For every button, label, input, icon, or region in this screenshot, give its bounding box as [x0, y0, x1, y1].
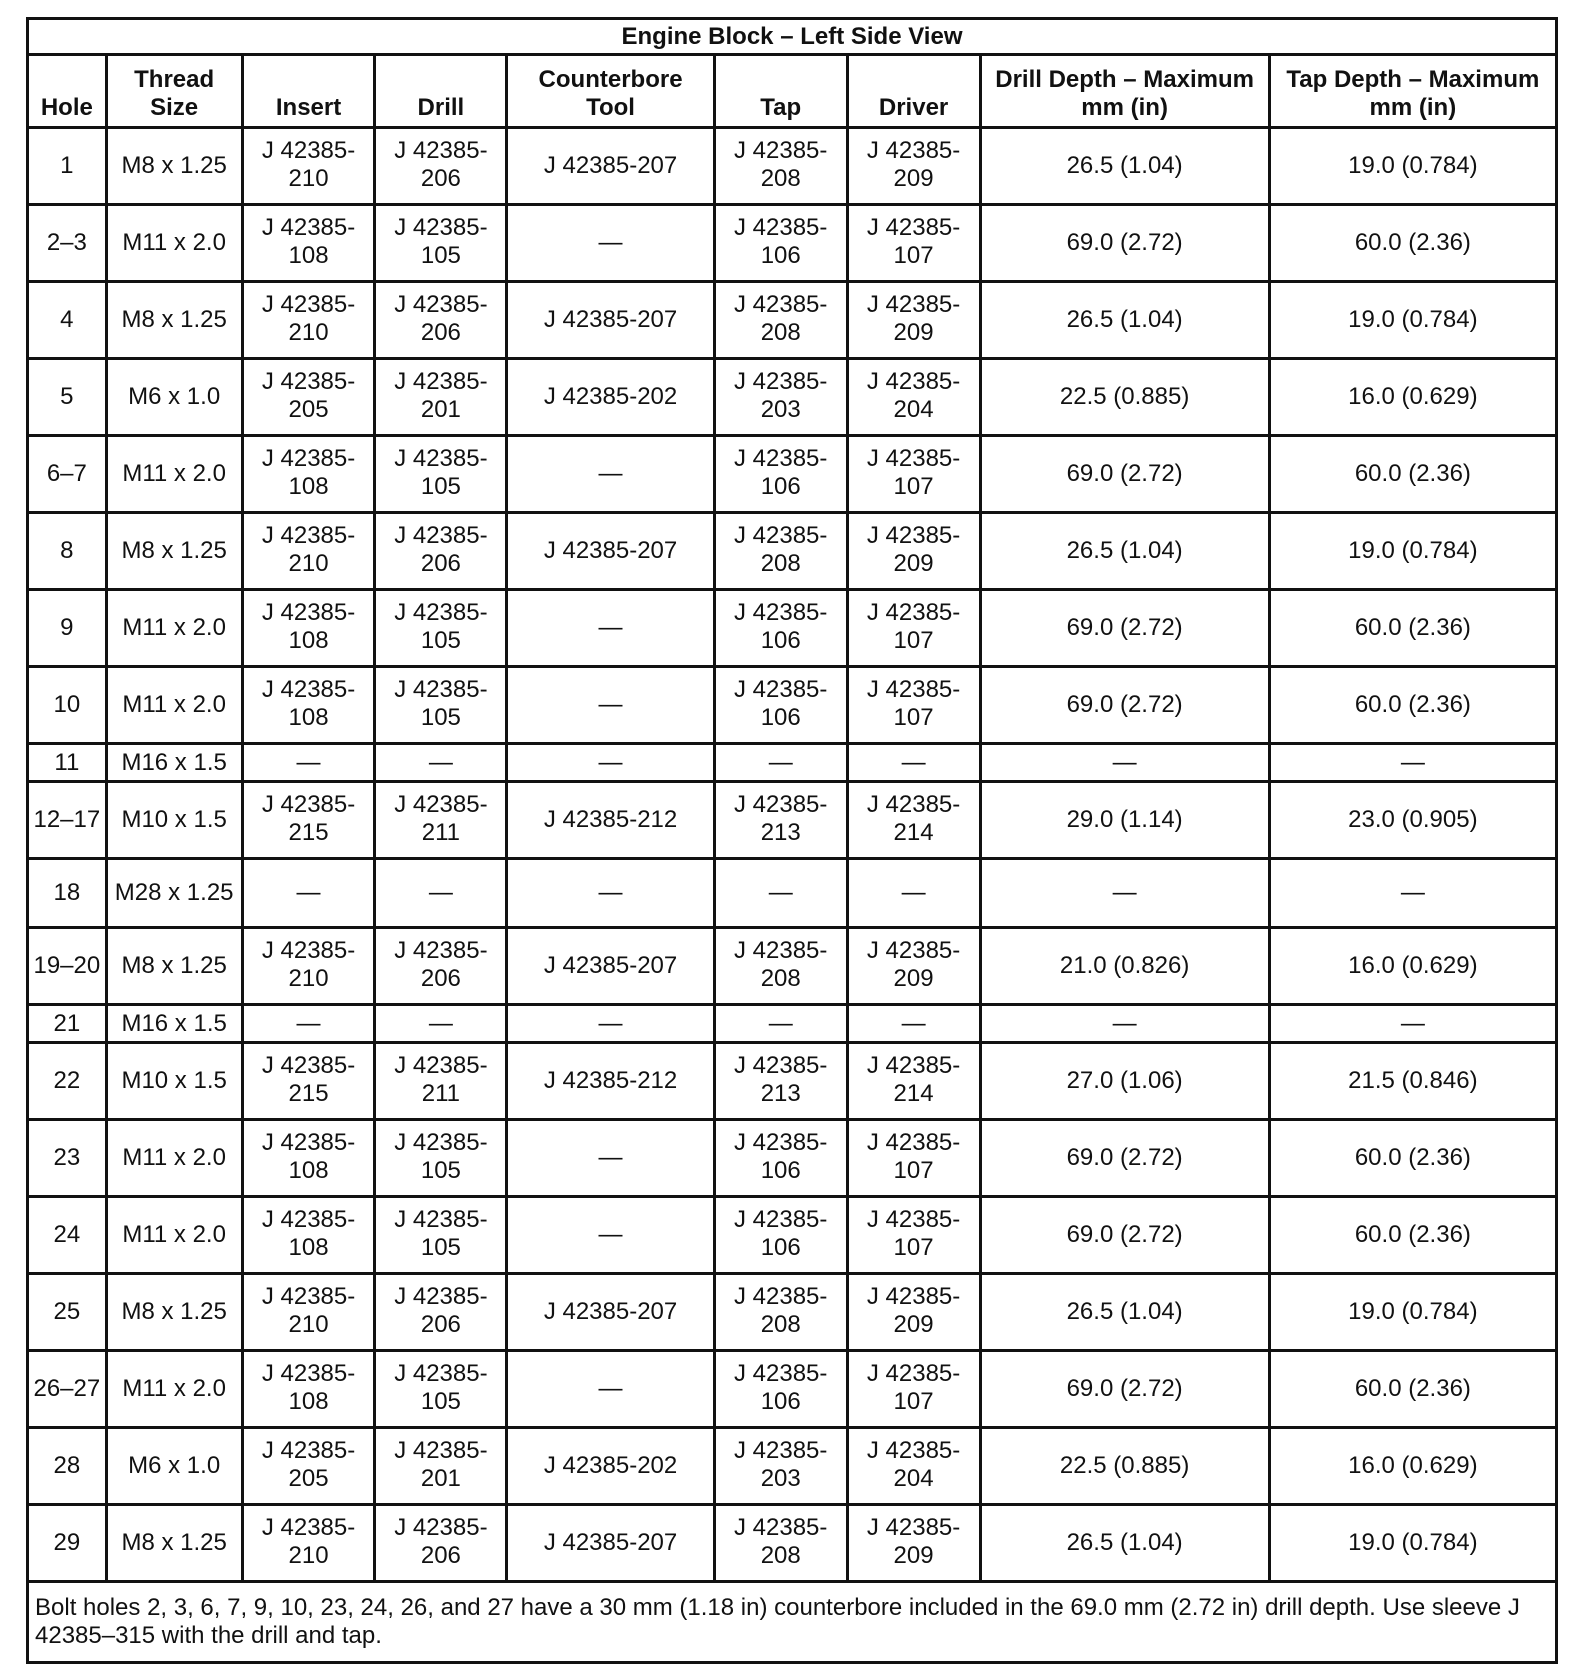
table-cell: 11: [28, 744, 107, 782]
table-cell: —: [242, 744, 375, 782]
table-cell: 29: [28, 1505, 107, 1582]
table-cell: —: [507, 744, 714, 782]
table-cell: 25: [28, 1274, 107, 1351]
column-header: Tap Depth – Maximum mm (in): [1269, 55, 1556, 128]
document-page: [26, 17, 1558, 1664]
column-header: Driver: [847, 55, 980, 128]
table-cell: M28 x 1.25: [106, 859, 242, 928]
table-cell: J 42385-208: [714, 928, 847, 1005]
table-cell: J 42385-202: [507, 1428, 714, 1505]
column-header: Tap: [714, 55, 847, 128]
table-cell: —: [714, 859, 847, 928]
table-cell: —: [714, 744, 847, 782]
table-cell: J 42385-107: [847, 436, 980, 513]
table-row: [28, 859, 1557, 928]
table-cell: M8 x 1.25: [106, 1505, 242, 1582]
table-row: [28, 667, 1557, 744]
table-cell: J 42385-214: [847, 1043, 980, 1120]
table-cell: J 42385-207: [507, 128, 714, 205]
table-row: [28, 1197, 1557, 1274]
table-cell: J 42385-107: [847, 590, 980, 667]
table-cell: J 42385-209: [847, 928, 980, 1005]
table-cell: J 42385-106: [714, 1197, 847, 1274]
table-cell: J 42385-210: [242, 128, 375, 205]
table-cell: 26.5 (1.04): [980, 1505, 1269, 1582]
table-cell: J 42385-214: [847, 782, 980, 859]
table-cell: 26.5 (1.04): [980, 282, 1269, 359]
table-cell: 6–7: [28, 436, 107, 513]
table-cell: 22: [28, 1043, 107, 1120]
table-cell: J 42385-105: [375, 436, 507, 513]
table-cell: 22.5 (0.885): [980, 359, 1269, 436]
column-header: Thread Size: [106, 55, 242, 128]
table-cell: 23.0 (0.905): [1269, 782, 1556, 859]
table-cell: J 42385-108: [242, 1351, 375, 1428]
table-cell: —: [847, 1005, 980, 1043]
table-cell: —: [847, 744, 980, 782]
table-cell: J 42385-107: [847, 1197, 980, 1274]
table-cell: 21: [28, 1005, 107, 1043]
table-cell: J 42385-204: [847, 359, 980, 436]
table-cell: 12–17: [28, 782, 107, 859]
table-cell: J 42385-201: [375, 1428, 507, 1505]
table-cell: —: [507, 859, 714, 928]
table-cell: J 42385-106: [714, 590, 847, 667]
table-cell: —: [242, 859, 375, 928]
table-cell: 69.0 (2.72): [980, 1351, 1269, 1428]
table-cell: M8 x 1.25: [106, 1274, 242, 1351]
table-cell: 19.0 (0.784): [1269, 1274, 1556, 1351]
table-cell: —: [375, 859, 507, 928]
table-cell: J 42385-210: [242, 1274, 375, 1351]
table-cell: J 42385-105: [375, 1197, 507, 1274]
table-cell: 5: [28, 359, 107, 436]
table-cell: M10 x 1.5: [106, 782, 242, 859]
table-cell: J 42385-209: [847, 282, 980, 359]
table-cell: M8 x 1.25: [106, 513, 242, 590]
table-cell: 10: [28, 667, 107, 744]
table-cell: J 42385-213: [714, 1043, 847, 1120]
table-cell: J 42385-106: [714, 1351, 847, 1428]
table-cell: J 42385-210: [242, 1505, 375, 1582]
table-cell: J 42385-208: [714, 513, 847, 590]
table-cell: 60.0 (2.36): [1269, 1351, 1556, 1428]
table-cell: J 42385-106: [714, 1120, 847, 1197]
table-cell: J 42385-208: [714, 1274, 847, 1351]
table-cell: J 42385-210: [242, 928, 375, 1005]
table-row: [28, 1505, 1557, 1582]
table-cell: J 42385-206: [375, 1274, 507, 1351]
table-cell: J 42385-106: [714, 667, 847, 744]
table-cell: 69.0 (2.72): [980, 1197, 1269, 1274]
table-cell: J 42385-213: [714, 782, 847, 859]
table-cell: J 42385-203: [714, 359, 847, 436]
table-cell: M11 x 2.0: [106, 667, 242, 744]
table-cell: J 42385-204: [847, 1428, 980, 1505]
engine-block-table: [26, 17, 1558, 1664]
table-cell: —: [507, 1197, 714, 1274]
table-cell: J 42385-107: [847, 1120, 980, 1197]
table-cell: —: [507, 1351, 714, 1428]
table-cell: 60.0 (2.36): [1269, 667, 1556, 744]
table-note: Bolt holes 2, 3, 6, 7, 9, 10, 23, 24, 26, and 27 have a 30 mm (1.18 in) counterbore included in the 69.0 mm (2.72 in) drill depth. Use sleeve J 42385–315 with the drill and tap.: [28, 1582, 1557, 1663]
table-cell: 26.5 (1.04): [980, 128, 1269, 205]
table-cell: J 42385-105: [375, 590, 507, 667]
table-body: [28, 128, 1557, 1582]
table-cell: J 42385-202: [507, 359, 714, 436]
table-cell: 60.0 (2.36): [1269, 205, 1556, 282]
table-row: [28, 1274, 1557, 1351]
table-cell: J 42385-107: [847, 1351, 980, 1428]
table-cell: 29.0 (1.14): [980, 782, 1269, 859]
table-cell: J 42385-206: [375, 1505, 507, 1582]
table-cell: 19.0 (0.784): [1269, 1505, 1556, 1582]
table-cell: J 42385-206: [375, 513, 507, 590]
table-cell: —: [507, 205, 714, 282]
table-cell: 16.0 (0.629): [1269, 928, 1556, 1005]
table-cell: 24: [28, 1197, 107, 1274]
table-cell: M6 x 1.0: [106, 1428, 242, 1505]
table-row: [28, 359, 1557, 436]
table-cell: —: [375, 744, 507, 782]
column-header: Drill Depth – Maximum mm (in): [980, 55, 1269, 128]
table-cell: 69.0 (2.72): [980, 205, 1269, 282]
column-header: Drill: [375, 55, 507, 128]
table-cell: J 42385-108: [242, 1120, 375, 1197]
table-cell: J 42385-207: [507, 1274, 714, 1351]
table-cell: J 42385-107: [847, 205, 980, 282]
table-cell: —: [507, 436, 714, 513]
table-cell: 26.5 (1.04): [980, 1274, 1269, 1351]
table-row: [28, 128, 1557, 205]
table-cell: J 42385-108: [242, 1197, 375, 1274]
table-row: [28, 1428, 1557, 1505]
table-row: [28, 590, 1557, 667]
table-cell: 27.0 (1.06): [980, 1043, 1269, 1120]
table-cell: 19.0 (0.784): [1269, 128, 1556, 205]
table-row: [28, 744, 1557, 782]
table-cell: —: [1269, 859, 1556, 928]
table-cell: J 42385-108: [242, 436, 375, 513]
table-cell: M11 x 2.0: [106, 1351, 242, 1428]
table-cell: J 42385-208: [714, 282, 847, 359]
table-row: [28, 928, 1557, 1005]
table-cell: 9: [28, 590, 107, 667]
table-cell: J 42385-203: [714, 1428, 847, 1505]
column-header: Counterbore Tool: [507, 55, 714, 128]
table-cell: —: [375, 1005, 507, 1043]
table-cell: J 42385-106: [714, 205, 847, 282]
table-cell: M8 x 1.25: [106, 128, 242, 205]
table-row: [28, 513, 1557, 590]
table-cell: —: [507, 1120, 714, 1197]
table-cell: —: [242, 1005, 375, 1043]
table-cell: 21.0 (0.826): [980, 928, 1269, 1005]
table-cell: 69.0 (2.72): [980, 1120, 1269, 1197]
table-cell: 2–3: [28, 205, 107, 282]
table-cell: 69.0 (2.72): [980, 590, 1269, 667]
table-cell: —: [980, 859, 1269, 928]
table-row: [28, 1351, 1557, 1428]
table-cell: —: [507, 667, 714, 744]
table-cell: J 42385-206: [375, 282, 507, 359]
table-cell: 18: [28, 859, 107, 928]
table-cell: —: [1269, 1005, 1556, 1043]
table-cell: 69.0 (2.72): [980, 667, 1269, 744]
table-cell: J 42385-211: [375, 782, 507, 859]
table-cell: J 42385-105: [375, 1351, 507, 1428]
table-cell: 16.0 (0.629): [1269, 1428, 1556, 1505]
table-cell: J 42385-209: [847, 1505, 980, 1582]
table-cell: J 42385-105: [375, 205, 507, 282]
table-cell: M11 x 2.0: [106, 1120, 242, 1197]
table-title: Engine Block – Left Side View: [28, 19, 1557, 55]
table-cell: J 42385-209: [847, 128, 980, 205]
table-cell: 19–20: [28, 928, 107, 1005]
table-cell: 4: [28, 282, 107, 359]
table-cell: 28: [28, 1428, 107, 1505]
header-row: [28, 55, 1557, 128]
table-row: [28, 1120, 1557, 1197]
table-cell: J 42385-210: [242, 282, 375, 359]
table-cell: J 42385-105: [375, 1120, 507, 1197]
table-cell: —: [1269, 744, 1556, 782]
table-cell: J 42385-209: [847, 1274, 980, 1351]
table-row: [28, 1043, 1557, 1120]
table-cell: 8: [28, 513, 107, 590]
table-cell: J 42385-215: [242, 782, 375, 859]
table-cell: J 42385-108: [242, 590, 375, 667]
table-cell: J 42385-205: [242, 359, 375, 436]
table-cell: M6 x 1.0: [106, 359, 242, 436]
table-cell: J 42385-207: [507, 1505, 714, 1582]
table-cell: 69.0 (2.72): [980, 436, 1269, 513]
table-cell: 60.0 (2.36): [1269, 436, 1556, 513]
table-cell: 60.0 (2.36): [1269, 1197, 1556, 1274]
table-cell: J 42385-209: [847, 513, 980, 590]
table-cell: —: [714, 1005, 847, 1043]
table-cell: 21.5 (0.846): [1269, 1043, 1556, 1120]
table-cell: 26–27: [28, 1351, 107, 1428]
table-cell: J 42385-206: [375, 928, 507, 1005]
table-cell: J 42385-108: [242, 205, 375, 282]
table-row: [28, 205, 1557, 282]
table-cell: J 42385-205: [242, 1428, 375, 1505]
table-cell: M11 x 2.0: [106, 436, 242, 513]
table-cell: J 42385-211: [375, 1043, 507, 1120]
table-cell: J 42385-107: [847, 667, 980, 744]
table-cell: M16 x 1.5: [106, 1005, 242, 1043]
table-row: [28, 782, 1557, 859]
table-cell: M16 x 1.5: [106, 744, 242, 782]
table-row: [28, 1005, 1557, 1043]
table-cell: —: [507, 1005, 714, 1043]
table-cell: J 42385-207: [507, 513, 714, 590]
table-cell: —: [847, 859, 980, 928]
column-header: Hole: [28, 55, 107, 128]
table-cell: 19.0 (0.784): [1269, 513, 1556, 590]
table-cell: J 42385-215: [242, 1043, 375, 1120]
table-cell: J 42385-207: [507, 928, 714, 1005]
table-cell: 1: [28, 128, 107, 205]
table-cell: 60.0 (2.36): [1269, 590, 1556, 667]
table-cell: J 42385-212: [507, 782, 714, 859]
table-cell: M11 x 2.0: [106, 1197, 242, 1274]
table-cell: —: [980, 1005, 1269, 1043]
table-cell: J 42385-105: [375, 667, 507, 744]
table-cell: 19.0 (0.784): [1269, 282, 1556, 359]
table-cell: 22.5 (0.885): [980, 1428, 1269, 1505]
table-cell: J 42385-201: [375, 359, 507, 436]
table-cell: 60.0 (2.36): [1269, 1120, 1556, 1197]
table-cell: J 42385-206: [375, 128, 507, 205]
table-cell: J 42385-106: [714, 436, 847, 513]
table-cell: J 42385-108: [242, 667, 375, 744]
table-cell: M8 x 1.25: [106, 928, 242, 1005]
table-cell: 26.5 (1.04): [980, 513, 1269, 590]
column-header: Insert: [242, 55, 375, 128]
table-cell: J 42385-212: [507, 1043, 714, 1120]
table-cell: M11 x 2.0: [106, 205, 242, 282]
table-cell: —: [980, 744, 1269, 782]
table-row: [28, 436, 1557, 513]
table-cell: 23: [28, 1120, 107, 1197]
table-cell: M10 x 1.5: [106, 1043, 242, 1120]
table-cell: 16.0 (0.629): [1269, 359, 1556, 436]
table-cell: J 42385-208: [714, 1505, 847, 1582]
table-cell: —: [507, 590, 714, 667]
table-row: [28, 282, 1557, 359]
table-cell: J 42385-208: [714, 128, 847, 205]
table-cell: M8 x 1.25: [106, 282, 242, 359]
table-cell: J 42385-207: [507, 282, 714, 359]
table-cell: M11 x 2.0: [106, 590, 242, 667]
table-cell: J 42385-210: [242, 513, 375, 590]
